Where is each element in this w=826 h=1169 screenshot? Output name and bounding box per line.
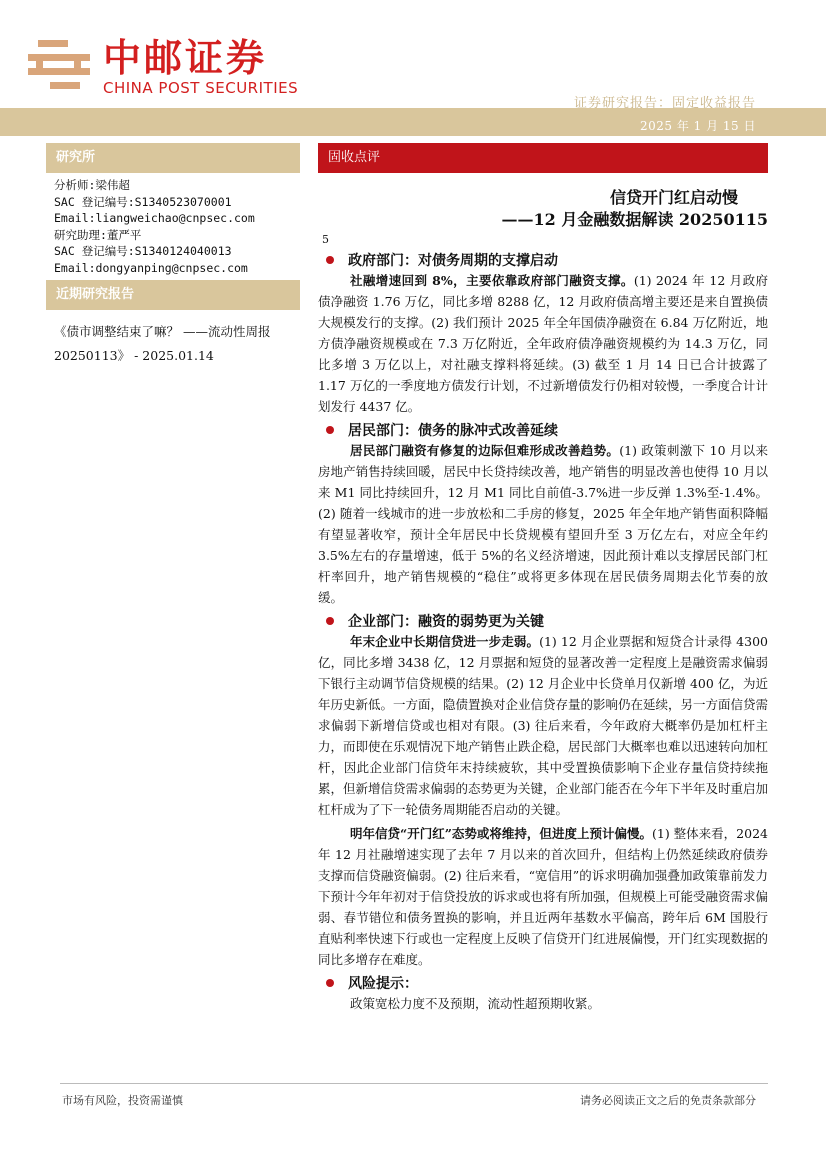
- footer-disclaimer: 市场有风险，投资需谨慎: [62, 1094, 183, 1107]
- paragraph-lead: 年末企业中长期信贷进一步走弱。: [350, 634, 540, 649]
- analyst-line: SAC 登记编号:S1340523070001: [54, 194, 232, 209]
- bullet-icon: [326, 426, 334, 434]
- brand-name-cn: 中邮证券: [103, 36, 268, 80]
- analyst-email[interactable]: Email:dongyanping@cnpsec.com: [54, 260, 248, 275]
- paragraph-body: (1) 2024 年 12 月政府债净融资 1.76 万亿，同比多增 8288 亿，12 月政府债高增主要还是来自置换债大规模发行的支撑。(2) 我们预计 2025 年全年国债净融资在 6.84 万亿附近，地方债净融资规模或在 7.3 万亿附近，全年政府债净融资规模约为 14.3 万亿，同比多增 3 万亿以上，对社融支撑料将延续。(3) 截至 1 月 14 日已合计披露了 1.17 万亿的一季度地方债发行计划，不过新增债发行仍相对较慢，一季度合计计划发行 4437 亿。: [318, 273, 768, 414]
- section-heading-text: 居民部门：债务的脉冲式改善延续: [348, 423, 558, 439]
- report-header: [0, 0, 826, 136]
- paragraph-body: (1) 整体来看，2024 年 12 月社融增速实现了去年 7 月以来的首次回升，但结构上仍然延续政府债券支撑而信贷融资偏弱。(2) 往后来看，“宽信用”的诉求明确加强叠加政策靠前发力下预计今年年初对于信贷投放的诉求或也将有所加强，但规模上可能受融资需求偏弱、春节错位和债务置换的影响，并且近两年基数水平偏高，跨年后 6M 国股行直贴利率快速下行或也一定程度上反映了信贷开门红进展偏慢，开门红实现数据的同比多增存在难度。: [318, 826, 769, 967]
- risk-heading: [318, 973, 768, 993]
- section-paragraph: [318, 823, 768, 970]
- section-heading-text: 政府部门：对债务周期的支撑启动: [348, 253, 558, 269]
- page-marker: 5: [322, 233, 329, 246]
- report-subtitle: ——12 月金融数据解读 20250115: [501, 210, 768, 229]
- section-label: 固收点评: [318, 143, 768, 173]
- section-heading-text: 企业部门：融资的弱势更为关键: [348, 614, 544, 630]
- analyst-line: 研究助理:董严平: [54, 227, 142, 242]
- brand-name-en: CHINA POST SECURITIES: [103, 79, 299, 97]
- section-heading: [318, 250, 768, 270]
- bullet-icon: [326, 979, 334, 987]
- analyst-line: 分析师:梁伟超: [54, 178, 130, 192]
- paragraph-lead: 明年信贷“开门红”态势或将维持，但进度上预计偏慢。: [350, 826, 652, 841]
- sidebar: [46, 143, 300, 368]
- bullet-icon: [326, 617, 334, 625]
- section-heading: [318, 420, 768, 440]
- section-paragraph: [318, 270, 768, 417]
- section-paragraph: [318, 440, 768, 608]
- report-type: 证券研究报告：固定收益报告: [573, 96, 756, 111]
- institute-heading: 研究所: [46, 143, 300, 173]
- main-content: [318, 143, 768, 1014]
- risk-text: 政策宽松力度不及预期，流动性超预期收紧。: [350, 996, 601, 1011]
- report-date: 2025 年 1 月 15 日: [639, 119, 756, 133]
- paragraph-body: (1) 12 月企业票据和短贷合计录得 4300 亿，同比多增 3438 亿，12 月票据和短贷的显著改善一定程度上是融资需求偏弱下银行主动调节信贷规模的结果。(2) 12 月企业中长贷单月仅新增 400 亿，为近年历史新低。一方面，隐债置换对企业信贷存量的影响仍在延续，另一方面信贷需求偏弱下新增信贷或也相对有限。(3) 往后来看，今年政府大概率仍是加杠杆主力，而即使在乐观情况下地产销售止跌企稳，居民部门大概率也难以迅速转向加杠杆，因此企业部门信贷年末持续疲软，其中受置换债影响下企业存量信贷持续拖累，但新增信贷需求偏弱的态势更为关键，企业部门能否在今年下半年及时重启加杠杆成为了下一轮债务周期能否启动的关键。: [318, 634, 769, 817]
- paragraph-lead: 社融增速回到 8%，主要依靠政府部门融资支撑。: [350, 273, 634, 288]
- bullet-icon: [326, 256, 334, 264]
- paragraph-lead: 居民部门融资有修复的边际但难形成改善趋势。: [350, 443, 620, 458]
- section-paragraph: [318, 631, 768, 820]
- risk-heading-text: 风险提示：: [348, 976, 418, 992]
- paragraph-body: (1) 政策刺激下 10 月以来房地产销售持续回暖，居民中长贷持续改善，地产销售的明显改善也使得 10 月以来 M1 同比持续回升，12 月 M1 同比自前值-3.7%进一步反弹 1.3%至-1.4%。(2) 随着一线城市的进一步放松和二手房的修复，2025 年全年地产销售面积降幅有望显著收窄，预计全年居民中长贷规模有望回升至 3 万亿左右，对应全年约 3.5%左右的存量增速，低于 5%的名义经济增速，因此预计难以支撑居民部门杠杆率回升，地产销售规模的“稳住”或将更多体现在居民债务周期去化节奏的放缓。: [318, 443, 768, 605]
- recent-report-link[interactable]: 《债市调整结束了嘛？ ——流动性周报 20250113》 - 2025.01.14: [54, 324, 271, 363]
- recent-reports-heading: 近期研究报告: [46, 280, 300, 310]
- analyst-line: SAC 登记编号:S1340124040013: [54, 244, 232, 258]
- footer-divider: [60, 1083, 768, 1084]
- analyst-info: [46, 177, 300, 276]
- footer-terms-note: 请务必阅读正文之后的免责条款部分: [580, 1094, 756, 1107]
- report-title: 信贷开门红启动慢: [609, 188, 738, 207]
- china-post-logo-icon: [28, 34, 90, 96]
- section-heading: [318, 611, 768, 631]
- analyst-email[interactable]: Email:liangweichao@cnpsec.com: [54, 211, 255, 225]
